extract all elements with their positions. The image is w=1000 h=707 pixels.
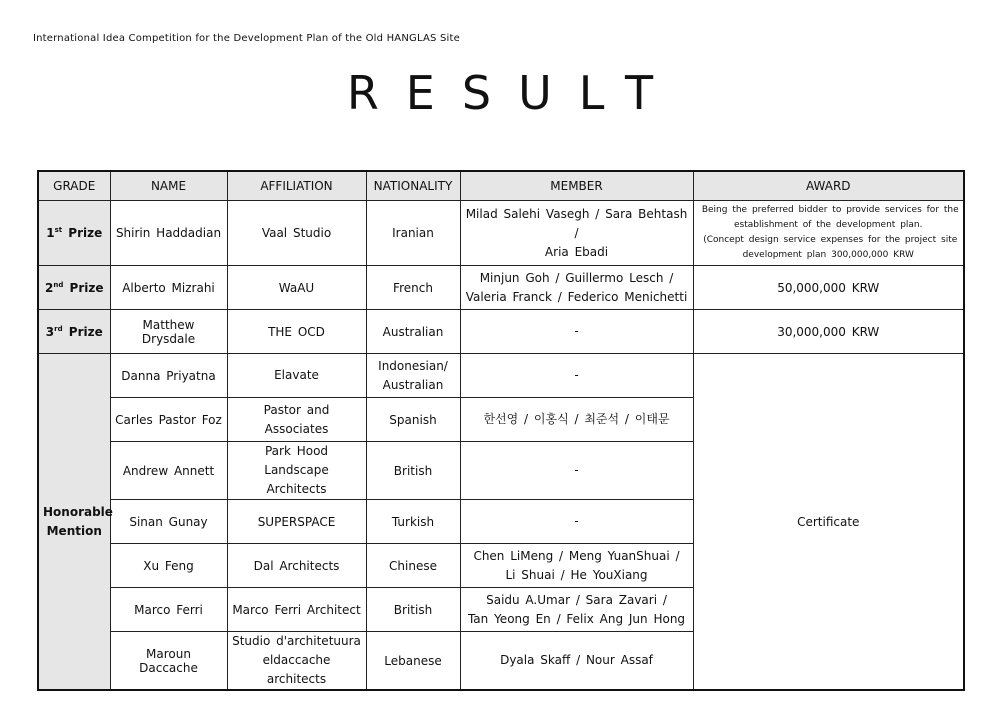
- name-cell: Carles Pastor Foz: [110, 398, 227, 442]
- grade-word: Prize: [69, 280, 104, 295]
- name-cell: Marco Ferri: [110, 588, 227, 632]
- affiliation-cell: [227, 354, 366, 398]
- grade-cell: [38, 310, 110, 354]
- affiliation-line: Associates: [264, 421, 329, 436]
- affiliation-cell: Marco Ferri Architect: [227, 588, 366, 632]
- affiliation-cell: [227, 442, 366, 500]
- grade-line: Honorable: [43, 504, 113, 519]
- nationality-cell: Lebanese: [366, 632, 460, 691]
- column-header-affiliation: AFFILIATION: [227, 171, 366, 201]
- affiliation-cell: Vaal Studio: [227, 201, 366, 266]
- nationality-cell: Spanish: [366, 398, 460, 442]
- table-row-second-prize: [38, 266, 964, 310]
- affiliation-cell: [227, 398, 366, 442]
- nationality-line: Australian: [382, 377, 444, 392]
- member-line: Chen LiMeng / Meng YuanShuai /: [473, 548, 680, 563]
- name-cell: Sinan Gunay: [110, 500, 227, 544]
- nationality-cell: Turkish: [366, 500, 460, 544]
- grade-cell: [38, 201, 110, 266]
- award-cell: 30,000,000 KRW: [693, 310, 964, 354]
- column-header-member: MEMBER: [460, 171, 693, 201]
- member-line: Milad Salehi Vasegh / Sara Behtash /: [465, 206, 688, 240]
- affiliation-cell: Dal Architects: [227, 544, 366, 588]
- grade-cell: [38, 266, 110, 310]
- member-cell: -: [460, 500, 693, 544]
- award-text: (Concept design service expenses for the project site development plan 300,000,000 KRW: [703, 235, 958, 260]
- grade-word: Prize: [68, 226, 103, 240]
- nationality-cell: French: [366, 266, 460, 310]
- nationality-cell: Chinese: [366, 544, 460, 588]
- grade-number: 3: [45, 324, 55, 339]
- member-line: Saidu A.Umar / Sara Zavari /: [486, 592, 667, 607]
- member-line: Tan Yeong En / Felix Ang Jun Hong: [467, 611, 686, 626]
- grade-number: 2: [45, 280, 54, 295]
- member-cell: [460, 588, 693, 632]
- member-cell: -: [460, 310, 693, 354]
- results-table: [37, 170, 965, 691]
- member-cell: [460, 544, 693, 588]
- member-line: Li Shuai / He YouXiang: [505, 567, 648, 582]
- award-cell-honorable: Certificate: [693, 354, 964, 691]
- name-cell: Shirin Haddadian: [110, 201, 227, 266]
- affiliation-cell: WaAU: [227, 266, 366, 310]
- grade-number: 1: [46, 226, 55, 240]
- member-line: Aria Ebadi: [544, 244, 609, 259]
- grade-suffix: rd: [54, 324, 63, 333]
- column-header-grade: GRADE: [38, 171, 110, 201]
- affiliation-line: Park Hood Landscape: [264, 444, 329, 477]
- award-cell: [693, 201, 964, 266]
- nationality-cell: British: [366, 588, 460, 632]
- page-title: RESULT: [346, 66, 681, 120]
- affiliation-line: Elavate: [274, 368, 319, 382]
- affiliation-line: Studio d'architetuura: [232, 634, 361, 648]
- column-header-award: AWARD: [693, 171, 964, 201]
- grade-cell-honorable: [38, 354, 113, 691]
- table-header-row: [38, 171, 964, 201]
- name-cell: Matthew Drysdale: [110, 310, 227, 354]
- affiliation-cell: SUPERSPACE: [227, 500, 366, 544]
- nationality-line: Indonesian/: [378, 358, 448, 373]
- member-cell: Dyala Skaff / Nour Assaf: [460, 632, 693, 691]
- name-cell: Maroun Daccache: [110, 632, 227, 691]
- award-text: Being the preferred bidder to provide services for the establishment of the development plan.: [701, 205, 959, 230]
- nationality-cell: [366, 354, 460, 398]
- nationality-cell: Iranian: [366, 201, 460, 266]
- column-header-name: NAME: [110, 171, 227, 201]
- member-cell: -: [460, 354, 693, 398]
- member-line: Minjun Goh / Guillermo Lesch /: [479, 270, 674, 285]
- member-cell: 한선영 / 이홍식 / 최준석 / 이태문: [460, 398, 693, 442]
- grade-suffix: nd: [53, 280, 64, 289]
- name-cell: Andrew Annett: [110, 442, 227, 500]
- grade-line: Mention: [46, 523, 102, 538]
- award-cell: 50,000,000 KRW: [693, 266, 964, 310]
- name-cell: Alberto Mizrahi: [110, 266, 227, 310]
- grade-word: Prize: [68, 324, 103, 339]
- document-subtitle: International Idea Competition for the Development Plan of the Old HANGLAS Site: [33, 33, 460, 44]
- affiliation-cell: THE OCD: [227, 310, 366, 354]
- member-cell: [460, 266, 693, 310]
- nationality-cell: British: [366, 442, 460, 500]
- column-header-nationality: NATIONALITY: [366, 171, 460, 201]
- affiliation-line: eldaccache architects: [262, 653, 331, 686]
- member-cell: -: [460, 442, 693, 500]
- table-row-honorable: [38, 354, 964, 398]
- member-cell: [460, 201, 693, 266]
- table-row-third-prize: [38, 310, 964, 354]
- name-cell: Xu Feng: [110, 544, 227, 588]
- affiliation-line: Pastor and: [263, 402, 330, 417]
- affiliation-line: Architects: [266, 482, 327, 496]
- name-cell: Danna Priyatna: [110, 354, 227, 398]
- member-line: Valeria Franck / Federico Menichetti: [465, 289, 688, 304]
- nationality-cell: Australian: [366, 310, 460, 354]
- grade-suffix: st: [54, 226, 63, 234]
- affiliation-cell: [227, 632, 366, 691]
- table-row-first-prize: [38, 201, 964, 266]
